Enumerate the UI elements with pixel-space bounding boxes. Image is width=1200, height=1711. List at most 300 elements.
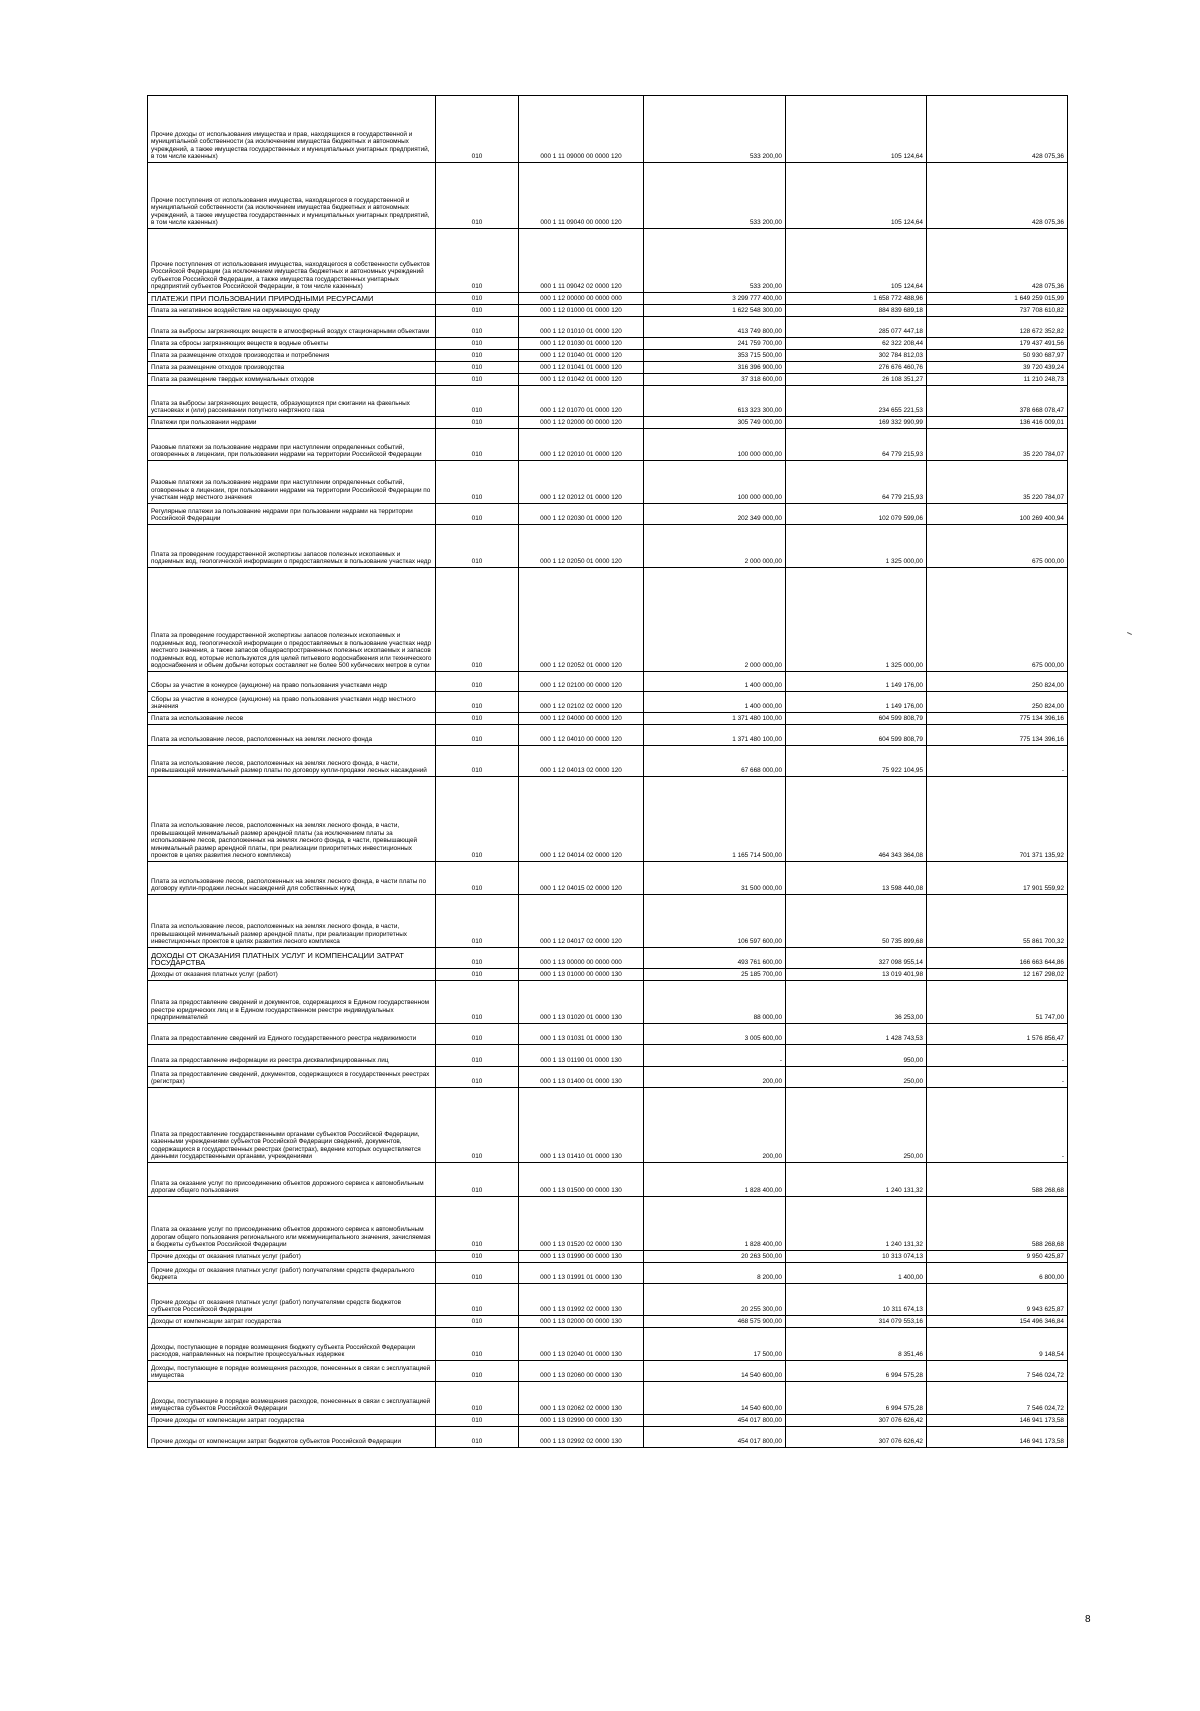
table-row (148, 568, 1068, 672)
row-line-code-cell: 010 (436, 568, 519, 672)
row-approved-amount-cell: 8 200,00 (644, 1263, 786, 1284)
table-row (148, 525, 1068, 568)
table-row (148, 229, 1068, 293)
row-executed-amount-cell: 884 839 689,18 (786, 305, 927, 317)
table-row (148, 1415, 1068, 1427)
row-approved-amount-cell: 17 500,00 (644, 1328, 786, 1361)
row-budget-code-cell: 000 1 12 04013 02 0000 120 (519, 746, 644, 777)
row-name-cell: ПЛАТЕЖИ ПРИ ПОЛЬЗОВАНИИ ПРИРОДНЫМИ РЕСУРСАМИ (148, 293, 436, 305)
row-name-cell: Плата за использование лесов, расположенных на землях лесного фонда (148, 725, 436, 746)
table-row (148, 163, 1068, 229)
row-line-code-cell: 010 (436, 969, 519, 981)
table-row (148, 350, 1068, 362)
row-approved-amount-cell: 14 540 600,00 (644, 1361, 786, 1382)
row-approved-amount-cell: 305 749 000,00 (644, 417, 786, 429)
row-remaining-amount-cell: 378 668 078,47 (927, 386, 1068, 417)
row-remaining-amount-cell: 428 075,36 (927, 163, 1068, 229)
row-approved-amount-cell: 353 715 500,00 (644, 350, 786, 362)
table-row (148, 948, 1068, 969)
row-executed-amount-cell: 10 311 674,13 (786, 1284, 927, 1316)
row-line-code-cell: 010 (436, 1088, 519, 1163)
row-approved-amount-cell: 468 575 900,00 (644, 1316, 786, 1328)
row-name-cell: Плата за предоставление государственными органами субъектов Российской Федерации, казенными учреждениями субъектов Российской Федерации сведений, документов, содержащихся в государственных реестрах (регистрах), ведение которых осуществляется данными государственными органами, учреждениями (148, 1088, 436, 1163)
row-executed-amount-cell: 105 124,64 (786, 229, 927, 293)
row-line-code-cell: 010 (436, 386, 519, 417)
row-budget-code-cell: 000 1 12 01070 01 0000 120 (519, 386, 644, 417)
row-approved-amount-cell: 2 000 000,00 (644, 568, 786, 672)
row-name-cell: Плата за размещение твердых коммунальных отходов (148, 374, 436, 386)
row-line-code-cell: 010 (436, 1361, 519, 1382)
row-approved-amount-cell: 200,00 (644, 1067, 786, 1088)
row-name-cell: Плата за использование лесов, расположенных на землях лесного фонда, в части, превышающей минимальный размер арендной платы, при реализации приоритетных инвестиционных проектов в целях развития лесного комплекса (148, 895, 436, 948)
table-row (148, 981, 1068, 1024)
row-budget-code-cell: 000 1 12 00000 00 0000 000 (519, 293, 644, 305)
row-remaining-amount-cell: 166 663 644,86 (927, 948, 1068, 969)
row-budget-code-cell: 000 1 13 01410 01 0000 130 (519, 1088, 644, 1163)
row-executed-amount-cell: 1 325 000,00 (786, 568, 927, 672)
row-remaining-amount-cell: 775 134 396,16 (927, 713, 1068, 725)
table-row (148, 362, 1068, 374)
table-row (148, 692, 1068, 713)
row-executed-amount-cell: 13 019 401,98 (786, 969, 927, 981)
table-row (148, 969, 1068, 981)
row-remaining-amount-cell: 1 576 856,47 (927, 1024, 1068, 1045)
row-remaining-amount-cell: 11 210 248,73 (927, 374, 1068, 386)
row-budget-code-cell: 000 1 12 02030 01 0000 120 (519, 504, 644, 525)
row-budget-code-cell: 000 1 13 02060 00 0000 130 (519, 1361, 644, 1382)
row-name-cell: Плата за выбросы загрязняющих веществ, образующихся при сжигании на факельных установках и (или) рассеивании попутного нефтяного газа (148, 386, 436, 417)
row-executed-amount-cell: 102 079 599,06 (786, 504, 927, 525)
row-name-cell: Плата за сбросы загрязняющих веществ в водные объекты (148, 338, 436, 350)
row-line-code-cell: 010 (436, 1415, 519, 1427)
row-remaining-amount-cell: - (927, 746, 1068, 777)
row-remaining-amount-cell: 7 546 024,72 (927, 1382, 1068, 1415)
row-budget-code-cell: 000 1 13 01500 00 0000 130 (519, 1163, 644, 1197)
row-line-code-cell: 010 (436, 338, 519, 350)
row-name-cell: Доходы от оказания платных услуг (работ) (148, 969, 436, 981)
row-executed-amount-cell: 36 253,00 (786, 981, 927, 1024)
row-approved-amount-cell: 1 828 400,00 (644, 1197, 786, 1251)
row-executed-amount-cell: 307 076 626,42 (786, 1415, 927, 1427)
row-remaining-amount-cell: 35 220 784,07 (927, 461, 1068, 504)
table-row (148, 1163, 1068, 1197)
row-name-cell: Регулярные платежи за пользование недрами при пользовании недрами на территории Российской Федерации (148, 504, 436, 525)
table-row (148, 338, 1068, 350)
row-budget-code-cell: 000 1 12 01010 01 0000 120 (519, 317, 644, 338)
row-executed-amount-cell: 250,00 (786, 1088, 927, 1163)
row-line-code-cell: 010 (436, 862, 519, 895)
table-row (148, 429, 1068, 461)
row-remaining-amount-cell: 128 672 352,82 (927, 317, 1068, 338)
row-remaining-amount-cell: 154 496 346,84 (927, 1316, 1068, 1328)
table-row (148, 374, 1068, 386)
row-executed-amount-cell: 1 149 176,00 (786, 672, 927, 692)
row-budget-code-cell: 000 1 13 01520 02 0000 130 (519, 1197, 644, 1251)
row-remaining-amount-cell: - (927, 1045, 1068, 1067)
row-line-code-cell: 010 (436, 229, 519, 293)
row-budget-code-cell: 000 1 12 04017 02 0000 120 (519, 895, 644, 948)
row-name-cell: Плата за использование лесов, расположенных на землях лесного фонда, в части, превышающей минимальный размер платы по договору купли-продажи лесных насаждений (148, 746, 436, 777)
row-name-cell: Плата за негативное воздействие на окружающую среду (148, 305, 436, 317)
row-line-code-cell: 010 (436, 1382, 519, 1415)
row-line-code-cell: 010 (436, 1263, 519, 1284)
row-executed-amount-cell: 307 076 626,42 (786, 1427, 927, 1448)
row-remaining-amount-cell: 179 437 491,56 (927, 338, 1068, 350)
row-name-cell: Прочие доходы от использования имущества и прав, находящихся в государственной и муниципальной собственности (за исключением имущества бюджетных и автономных учреждений, а также имущества государственных и муниципальных унитарных предприятий, в том числе казенных) (148, 96, 436, 163)
row-approved-amount-cell: 2 000 000,00 (644, 525, 786, 568)
row-approved-amount-cell: 100 000 000,00 (644, 461, 786, 504)
row-budget-code-cell: 000 1 12 04014 02 0000 120 (519, 777, 644, 862)
row-approved-amount-cell: 3 005 600,00 (644, 1024, 786, 1045)
row-executed-amount-cell: 1 658 772 488,96 (786, 293, 927, 305)
row-budget-code-cell: 000 1 13 01000 00 0000 130 (519, 969, 644, 981)
row-approved-amount-cell: 37 318 600,00 (644, 374, 786, 386)
row-executed-amount-cell: 327 098 955,14 (786, 948, 927, 969)
table-row (148, 1197, 1068, 1251)
row-remaining-amount-cell: 7 546 024,72 (927, 1361, 1068, 1382)
row-remaining-amount-cell: 39 720 439,24 (927, 362, 1068, 374)
row-budget-code-cell: 000 1 12 02050 01 0000 120 (519, 525, 644, 568)
row-remaining-amount-cell: - (927, 1088, 1068, 1163)
row-line-code-cell: 010 (436, 461, 519, 504)
row-name-cell: Плата за оказание услуг по присоединению объектов дорожного сервиса к автомобильным дорогам общего пользования (148, 1163, 436, 1197)
table-row (148, 1045, 1068, 1067)
row-approved-amount-cell: 493 761 600,00 (644, 948, 786, 969)
row-approved-amount-cell: 454 017 800,00 (644, 1415, 786, 1427)
row-approved-amount-cell: 454 017 800,00 (644, 1427, 786, 1448)
row-line-code-cell: 010 (436, 350, 519, 362)
row-approved-amount-cell: 20 263 500,00 (644, 1251, 786, 1263)
row-executed-amount-cell: 75 922 104,95 (786, 746, 927, 777)
table-row (148, 1251, 1068, 1263)
row-approved-amount-cell: 1 828 400,00 (644, 1163, 786, 1197)
table-row (148, 1024, 1068, 1045)
row-line-code-cell: 010 (436, 1067, 519, 1088)
table-row (148, 1284, 1068, 1316)
row-budget-code-cell: 000 1 11 09040 00 0000 120 (519, 163, 644, 229)
row-remaining-amount-cell: 35 220 784,07 (927, 429, 1068, 461)
row-name-cell: Сборы за участие в конкурсе (аукционе) на право пользования участками недр (148, 672, 436, 692)
row-name-cell: Разовые платежи за пользование недрами при наступлении определенных событий, оговоренных в лицензии, при пользовании недрами на территории Российской Федерации по участкам недр местного значения (148, 461, 436, 504)
row-executed-amount-cell: 13 598 440,08 (786, 862, 927, 895)
row-budget-code-cell: 000 1 12 01041 01 0000 120 (519, 362, 644, 374)
row-budget-code-cell: 000 1 12 01000 01 0000 120 (519, 305, 644, 317)
row-budget-code-cell: 000 1 13 01400 01 0000 130 (519, 1067, 644, 1088)
row-name-cell: Плата за размещение отходов производства (148, 362, 436, 374)
row-approved-amount-cell: 1 165 714 500,00 (644, 777, 786, 862)
row-line-code-cell: 010 (436, 525, 519, 568)
row-line-code-cell: 010 (436, 293, 519, 305)
row-line-code-cell: 010 (436, 777, 519, 862)
row-budget-code-cell: 000 1 13 01990 00 0000 130 (519, 1251, 644, 1263)
row-name-cell: Плата за предоставление сведений из Единого государственного реестра недвижимости (148, 1024, 436, 1045)
row-budget-code-cell: 000 1 13 01991 01 0000 130 (519, 1263, 644, 1284)
row-budget-code-cell: 000 1 13 01031 01 0000 130 (519, 1024, 644, 1045)
row-budget-code-cell: 000 1 12 01042 01 0000 120 (519, 374, 644, 386)
row-line-code-cell: 010 (436, 1427, 519, 1448)
row-approved-amount-cell: 1 400 000,00 (644, 692, 786, 713)
row-name-cell: Прочие доходы от оказания платных услуг (работ) (148, 1251, 436, 1263)
row-line-code-cell: 010 (436, 96, 519, 163)
row-name-cell: Плата за использование лесов, расположенных на землях лесного фонда, в части платы по договору купли-продажи лесных насаждений для собственных нужд (148, 862, 436, 895)
row-budget-code-cell: 000 1 13 01190 01 0000 130 (519, 1045, 644, 1067)
row-approved-amount-cell: - (644, 1045, 786, 1067)
row-name-cell: Плата за проведение государственной экспертизы запасов полезных ископаемых и подземных вод, геологической информации о предоставляемых в пользование участках недр местного значения, а также запасов общераспространенных полезных ископаемых и запасов подземных вод, которые используются для целей питьевого водоснабжения или технического водоснабжения и объем добычи которых составляет не более 500 кубических метров в сутки (148, 568, 436, 672)
table-row (148, 1382, 1068, 1415)
row-approved-amount-cell: 1 400 000,00 (644, 672, 786, 692)
row-remaining-amount-cell: 737 708 610,82 (927, 305, 1068, 317)
row-budget-code-cell: 000 1 13 00000 00 0000 000 (519, 948, 644, 969)
row-remaining-amount-cell: 100 269 400,94 (927, 504, 1068, 525)
row-approved-amount-cell: 413 749 800,00 (644, 317, 786, 338)
row-executed-amount-cell: 314 079 553,16 (786, 1316, 927, 1328)
row-name-cell: Доходы, поступающие в порядке возмещения расходов, понесенных в связи с эксплуатацией имущества субъектов Российской Федерации (148, 1382, 436, 1415)
row-approved-amount-cell: 533 200,00 (644, 229, 786, 293)
row-approved-amount-cell: 20 255 300,00 (644, 1284, 786, 1316)
report-table-body (148, 96, 1068, 1448)
row-line-code-cell: 010 (436, 1024, 519, 1045)
row-line-code-cell: 010 (436, 1328, 519, 1361)
table-row (148, 713, 1068, 725)
row-name-cell: Прочие поступления от использования имущества, находящегося в собственности субъектов Российской Федерации (за исключением имущества бюджетных и автономных учреждений субъектов Российской Федерации, а также имущества государственных унитарных предприятий субъектов Российской Федерации, в том числе казенных) (148, 229, 436, 293)
row-executed-amount-cell: 105 124,64 (786, 96, 927, 163)
row-remaining-amount-cell: 55 861 700,32 (927, 895, 1068, 948)
row-name-cell: Прочие доходы от компенсации затрат бюджетов субъектов Российской Федерации (148, 1427, 436, 1448)
page-number: 8 (1085, 1614, 1091, 1625)
row-executed-amount-cell: 1 149 176,00 (786, 692, 927, 713)
table-row (148, 672, 1068, 692)
table-row (148, 862, 1068, 895)
row-name-cell: Доходы от компенсации затрат государства (148, 1316, 436, 1328)
row-executed-amount-cell: 1 240 131,32 (786, 1163, 927, 1197)
row-remaining-amount-cell: 50 930 687,97 (927, 350, 1068, 362)
row-name-cell: Доходы, поступающие в порядке возмещения расходов, понесенных в связи с эксплуатацией имущества (148, 1361, 436, 1382)
row-executed-amount-cell: 6 994 575,28 (786, 1361, 927, 1382)
row-line-code-cell: 010 (436, 163, 519, 229)
row-executed-amount-cell: 276 676 460,76 (786, 362, 927, 374)
row-approved-amount-cell: 14 540 600,00 (644, 1382, 786, 1415)
table-row (148, 777, 1068, 862)
table-row (148, 895, 1068, 948)
row-remaining-amount-cell: 250 824,00 (927, 672, 1068, 692)
row-name-cell: Плата за оказание услуг по присоединению объектов дорожного сервиса к автомобильным дорогам общего пользования регионального или межмуниципального значения, зачисляемая в бюджеты субъектов Российской Федерации (148, 1197, 436, 1251)
table-row (148, 725, 1068, 746)
row-remaining-amount-cell: 17 901 559,92 (927, 862, 1068, 895)
row-approved-amount-cell: 100 000 000,00 (644, 429, 786, 461)
row-name-cell: Плата за использование лесов (148, 713, 436, 725)
row-executed-amount-cell: 6 994 575,28 (786, 1382, 927, 1415)
row-line-code-cell: 010 (436, 417, 519, 429)
row-approved-amount-cell: 613 323 300,00 (644, 386, 786, 417)
row-remaining-amount-cell: 146 941 173,58 (927, 1427, 1068, 1448)
row-executed-amount-cell: 464 343 364,08 (786, 777, 927, 862)
row-line-code-cell: 010 (436, 692, 519, 713)
row-executed-amount-cell: 1 428 743,53 (786, 1024, 927, 1045)
row-budget-code-cell: 000 1 12 04015 02 0000 120 (519, 862, 644, 895)
row-remaining-amount-cell: - (927, 1067, 1068, 1088)
row-line-code-cell: 010 (436, 725, 519, 746)
row-approved-amount-cell: 1 371 480 100,00 (644, 713, 786, 725)
row-name-cell: Разовые платежи за пользование недрами при наступлении определенных событий, оговоренных в лицензии, при пользовании недрами на территории Российской Федерации (148, 429, 436, 461)
table-row (148, 293, 1068, 305)
row-executed-amount-cell: 1 240 131,32 (786, 1197, 927, 1251)
table-row (148, 1316, 1068, 1328)
row-executed-amount-cell: 302 784 812,03 (786, 350, 927, 362)
row-executed-amount-cell: 604 599 808,79 (786, 713, 927, 725)
row-approved-amount-cell: 25 185 700,00 (644, 969, 786, 981)
row-executed-amount-cell: 169 332 990,99 (786, 417, 927, 429)
table-row (148, 386, 1068, 417)
row-executed-amount-cell: 1 325 000,00 (786, 525, 927, 568)
row-line-code-cell: 010 (436, 504, 519, 525)
row-remaining-amount-cell: 136 416 009,01 (927, 417, 1068, 429)
row-executed-amount-cell: 105 124,64 (786, 163, 927, 229)
row-name-cell: Плата за предоставление сведений и документов, содержащихся в Едином государственном реестре юридических лиц и в Едином государственном реестре индивидуальных предпринимателей (148, 981, 436, 1024)
row-remaining-amount-cell: 12 167 298,02 (927, 969, 1068, 981)
table-row (148, 504, 1068, 525)
row-executed-amount-cell: 10 313 074,13 (786, 1251, 927, 1263)
table-row (148, 1088, 1068, 1163)
row-budget-code-cell: 000 1 12 01030 01 0000 120 (519, 338, 644, 350)
row-budget-code-cell: 000 1 13 02040 01 0000 130 (519, 1328, 644, 1361)
row-line-code-cell: 010 (436, 948, 519, 969)
row-remaining-amount-cell: 675 000,00 (927, 525, 1068, 568)
row-name-cell: Прочие доходы от компенсации затрат государства (148, 1415, 436, 1427)
row-line-code-cell: 010 (436, 1284, 519, 1316)
row-name-cell: Плата за использование лесов, расположенных на землях лесного фонда, в части, превышающей минимальный размер арендной платы (за исключением платы за использование лесов, расположенных на землях лесного фонда, в части, превышающей минимальный размер арендной платы, при реализации приоритетных инвестиционных проектов в целях развития лесного комплекса) (148, 777, 436, 862)
row-line-code-cell: 010 (436, 895, 519, 948)
row-remaining-amount-cell: 250 824,00 (927, 692, 1068, 713)
row-remaining-amount-cell: 9 148,54 (927, 1328, 1068, 1361)
row-name-cell: ДОХОДЫ ОТ ОКАЗАНИЯ ПЛАТНЫХ УСЛУГ И КОМПЕНСАЦИИ ЗАТРАТ ГОСУДАРСТВА (148, 948, 436, 969)
row-executed-amount-cell: 50 735 899,68 (786, 895, 927, 948)
row-line-code-cell: 010 (436, 1316, 519, 1328)
row-name-cell: Плата за предоставление сведений, документов, содержащихся в государственных реестрах (регистрах) (148, 1067, 436, 1088)
row-line-code-cell: 010 (436, 1251, 519, 1263)
row-name-cell: Сборы за участие в конкурсе (аукционе) на право пользования участками недр местного значения (148, 692, 436, 713)
row-budget-code-cell: 000 1 11 09000 00 0000 120 (519, 96, 644, 163)
row-approved-amount-cell: 533 200,00 (644, 163, 786, 229)
row-budget-code-cell: 000 1 12 02000 00 0000 120 (519, 417, 644, 429)
row-name-cell: Прочие доходы от оказания платных услуг (работ) получателями средств федерального бюджета (148, 1263, 436, 1284)
row-executed-amount-cell: 250,00 (786, 1067, 927, 1088)
row-executed-amount-cell: 1 400,00 (786, 1263, 927, 1284)
row-remaining-amount-cell: 588 268,68 (927, 1197, 1068, 1251)
row-remaining-amount-cell: 675 000,00 (927, 568, 1068, 672)
row-approved-amount-cell: 241 759 700,00 (644, 338, 786, 350)
row-budget-code-cell: 000 1 12 02052 01 0000 120 (519, 568, 644, 672)
row-budget-code-cell: 000 1 12 02100 00 0000 120 (519, 672, 644, 692)
row-remaining-amount-cell: 51 747,00 (927, 981, 1068, 1024)
row-line-code-cell: 010 (436, 1045, 519, 1067)
row-name-cell: Плата за выбросы загрязняющих веществ в атмосферный воздух стационарными объектами (148, 317, 436, 338)
row-budget-code-cell: 000 1 12 01040 01 0000 120 (519, 350, 644, 362)
row-remaining-amount-cell: 775 134 396,16 (927, 725, 1068, 746)
row-line-code-cell: 010 (436, 429, 519, 461)
row-remaining-amount-cell: 9 943 625,87 (927, 1284, 1068, 1316)
table-row (148, 1328, 1068, 1361)
row-line-code-cell: 010 (436, 981, 519, 1024)
row-budget-code-cell: 000 1 13 02992 02 0000 130 (519, 1427, 644, 1448)
table-row (148, 305, 1068, 317)
row-name-cell: Доходы, поступающие в порядке возмещения бюджету субъекта Российской Федерации расходов, направленных на покрытие процессуальных издержек (148, 1328, 436, 1361)
row-line-code-cell: 010 (436, 713, 519, 725)
table-row (148, 1427, 1068, 1448)
row-executed-amount-cell: 64 779 215,93 (786, 461, 927, 504)
row-executed-amount-cell: 234 655 221,53 (786, 386, 927, 417)
row-approved-amount-cell: 67 668 000,00 (644, 746, 786, 777)
row-executed-amount-cell: 604 599 808,79 (786, 725, 927, 746)
row-approved-amount-cell: 1 371 480 100,00 (644, 725, 786, 746)
row-remaining-amount-cell: 701 371 135,92 (927, 777, 1068, 862)
scan-artifact-mark (1127, 632, 1132, 635)
row-remaining-amount-cell: 1 649 259 015,99 (927, 293, 1068, 305)
row-line-code-cell: 010 (436, 746, 519, 777)
row-remaining-amount-cell: 146 941 173,58 (927, 1415, 1068, 1427)
row-executed-amount-cell: 8 351,46 (786, 1328, 927, 1361)
row-approved-amount-cell: 533 200,00 (644, 96, 786, 163)
row-approved-amount-cell: 200,00 (644, 1088, 786, 1163)
table-row (148, 1067, 1068, 1088)
row-budget-code-cell: 000 1 12 02012 01 0000 120 (519, 461, 644, 504)
row-remaining-amount-cell: 428 075,36 (927, 229, 1068, 293)
row-name-cell: Плата за проведение государственной экспертизы запасов полезных ископаемых и подземных вод, геологической информации о предоставляемых в пользование участках недр (148, 525, 436, 568)
row-budget-code-cell: 000 1 13 01020 01 0000 130 (519, 981, 644, 1024)
row-budget-code-cell: 000 1 13 02062 02 0000 130 (519, 1382, 644, 1415)
row-name-cell: Плата за размещение отходов производства и потребления (148, 350, 436, 362)
revenue-report-table (147, 95, 1068, 1448)
row-executed-amount-cell: 26 108 351,27 (786, 374, 927, 386)
row-remaining-amount-cell: 588 268,68 (927, 1163, 1068, 1197)
row-approved-amount-cell: 88 000,00 (644, 981, 786, 1024)
row-approved-amount-cell: 202 349 000,00 (644, 504, 786, 525)
row-executed-amount-cell: 62 322 208,44 (786, 338, 927, 350)
row-line-code-cell: 010 (436, 305, 519, 317)
row-budget-code-cell: 000 1 12 02102 02 0000 120 (519, 692, 644, 713)
row-line-code-cell: 010 (436, 362, 519, 374)
row-approved-amount-cell: 1 622 548 300,00 (644, 305, 786, 317)
table-row (148, 461, 1068, 504)
row-remaining-amount-cell: 9 950 425,87 (927, 1251, 1068, 1263)
row-executed-amount-cell: 950,00 (786, 1045, 927, 1067)
row-budget-code-cell: 000 1 13 01992 02 0000 130 (519, 1284, 644, 1316)
row-budget-code-cell: 000 1 12 02010 01 0000 120 (519, 429, 644, 461)
row-budget-code-cell: 000 1 12 04010 00 0000 120 (519, 725, 644, 746)
table-row (148, 1263, 1068, 1284)
revenue-report-sheet (147, 95, 1067, 1448)
table-row (148, 417, 1068, 429)
row-remaining-amount-cell: 6 800,00 (927, 1263, 1068, 1284)
row-line-code-cell: 010 (436, 1197, 519, 1251)
table-row (148, 96, 1068, 163)
row-approved-amount-cell: 3 299 777 400,00 (644, 293, 786, 305)
row-line-code-cell: 010 (436, 374, 519, 386)
table-row (148, 1361, 1068, 1382)
table-row (148, 746, 1068, 777)
row-line-code-cell: 010 (436, 317, 519, 338)
row-budget-code-cell: 000 1 13 02990 00 0000 130 (519, 1415, 644, 1427)
row-budget-code-cell: 000 1 11 09042 02 0000 120 (519, 229, 644, 293)
row-line-code-cell: 010 (436, 1163, 519, 1197)
row-name-cell: Прочие доходы от оказания платных услуг (работ) получателями средств бюджетов субъектов Российской Федерации (148, 1284, 436, 1316)
row-budget-code-cell: 000 1 12 04000 00 0000 120 (519, 713, 644, 725)
row-remaining-amount-cell: 428 075,36 (927, 96, 1068, 163)
table-row (148, 317, 1068, 338)
row-approved-amount-cell: 31 500 000,00 (644, 862, 786, 895)
row-name-cell: Прочие поступления от использования имущества, находящегося в государственной и муниципальной собственности (за исключением имущества бюджетных и автономных учреждений, а также имущества государственных и муниципальных унитарных предприятий, в том числе казенных) (148, 163, 436, 229)
row-executed-amount-cell: 64 779 215,93 (786, 429, 927, 461)
row-name-cell: Плата за предоставление информации из реестра дисквалифицированных лиц (148, 1045, 436, 1067)
